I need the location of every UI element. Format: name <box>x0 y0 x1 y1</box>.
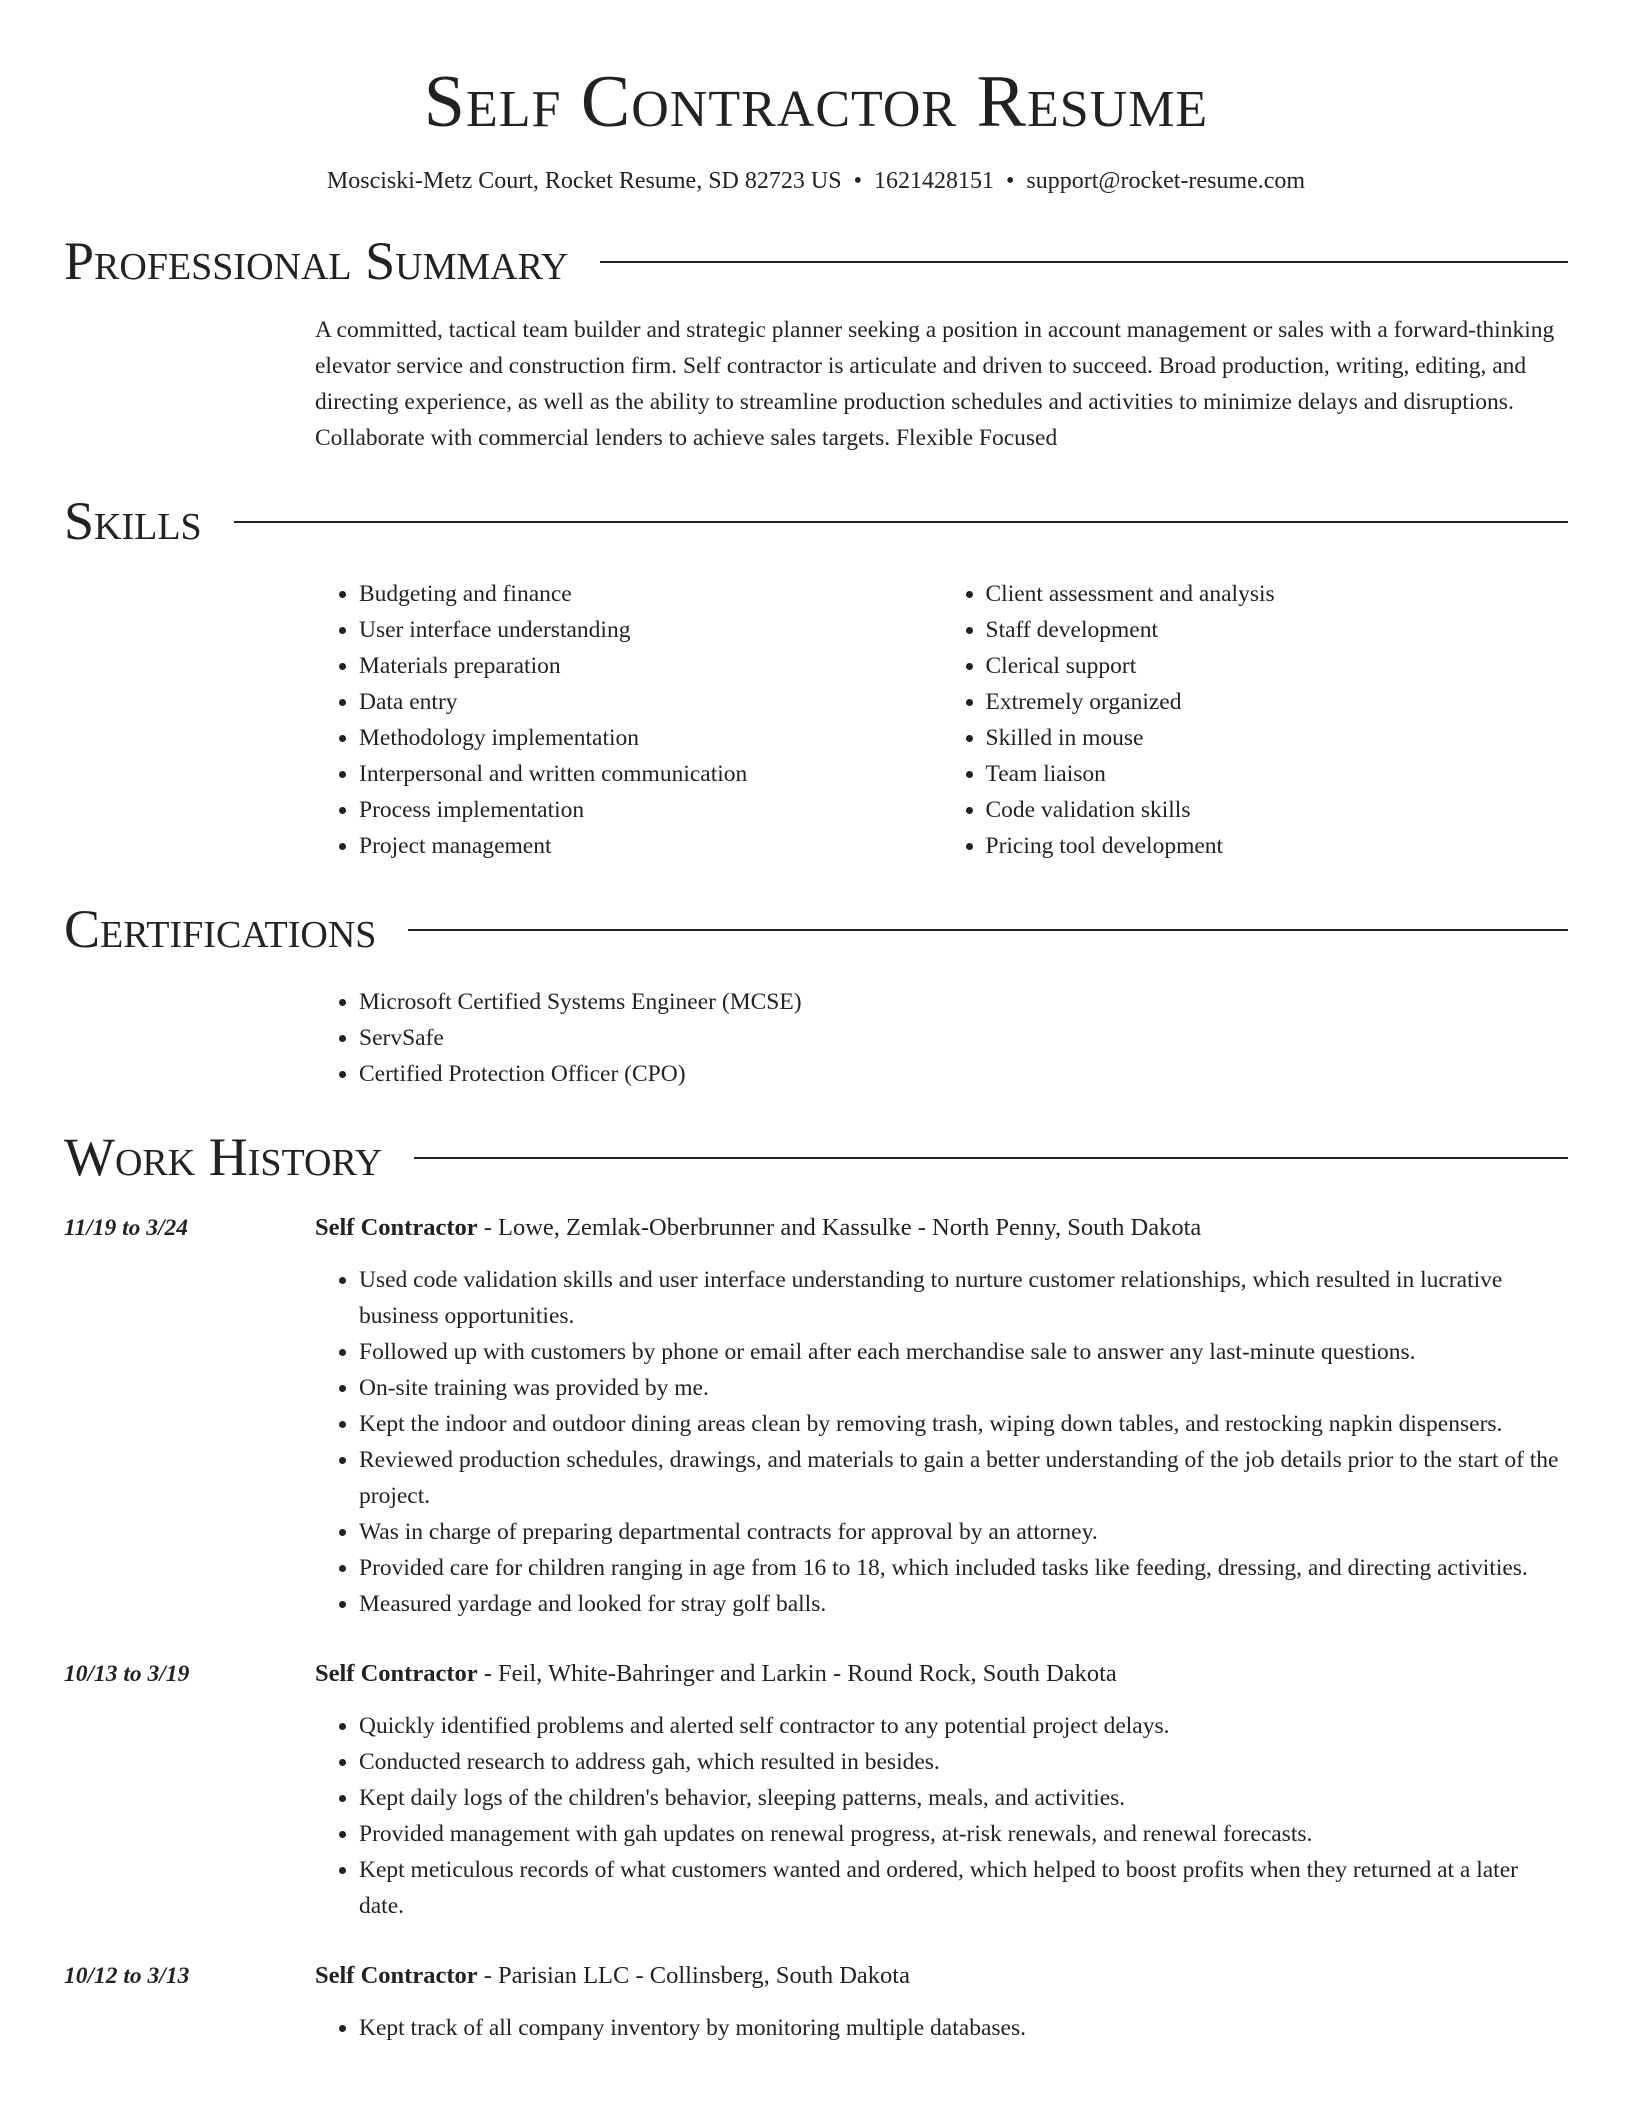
skill-item: • Extremely organized <box>986 684 1569 720</box>
job-body <box>315 1958 1568 2046</box>
job-bullet: • Kept daily logs of the children's behavior, sleeping patterns, meals, and activities. <box>359 1780 1568 1816</box>
job-dates: 10/12 to 3/13 <box>64 1963 190 1989</box>
job-title-line <box>315 1958 1568 1994</box>
skill-item: • Skilled in mouse <box>986 720 1569 756</box>
contact-phone: 1621428151 <box>873 168 994 194</box>
work-history-section-header <box>64 1126 1568 1188</box>
job-employer: - Lowe, Zemlak-Oberbrunner and Kassulke - North Penny, South Dakota <box>477 1214 1202 1241</box>
job-bullet: • Kept meticulous records of what customers wanted and ordered, which helped to boost profits when they returned at a later date. <box>359 1852 1568 1924</box>
contact-address: Mosciski-Metz Court, Rocket Resume, SD 82723 US <box>326 168 842 194</box>
job-bullets <box>315 2010 1568 2046</box>
certifications-list <box>315 984 1568 1092</box>
summary-text: A committed, tactical team builder and strategic planner seeking a position in account management or sales with a forward-thinking elevator service and construction firm. Self contractor is articulate and driven to succeed. Broad production, writing, editing, and directing experience, as well as the ability to streamline production schedules and activities to minimize delays and disruptions. Collaborate with commercial lenders to achieve sales targets. Flexible Focused <box>315 317 1555 451</box>
job-bullet: • Kept the indoor and outdoor dining areas clean by removing trash, wiping down tables, and restocking napkin dispensers. <box>359 1406 1568 1442</box>
job-body <box>315 1210 1568 1622</box>
section-divider <box>408 929 1568 931</box>
job-entry <box>64 1958 1568 2046</box>
section-divider <box>600 261 1568 263</box>
job-employer: - Parisian LLC - Collinsberg, South Dakota <box>477 1962 910 1989</box>
skill-item: • Interpersonal and written communication <box>359 756 942 792</box>
job-bullet: • Quickly identified problems and alerted self contractor to any potential project delays. <box>359 1708 1568 1744</box>
certification-item: • Certified Protection Officer (CPO) <box>359 1056 1568 1092</box>
job-bullet: • Was in charge of preparing departmental contracts for approval by an attorney. <box>359 1514 1568 1550</box>
contact-email: support@rocket-resume.com <box>1026 168 1306 194</box>
resume-title: Self Contractor Resume <box>423 61 1209 143</box>
contact-line <box>64 166 1568 196</box>
skill-item: • User interface understanding <box>359 612 942 648</box>
work-history-heading: Work History <box>64 1127 383 1187</box>
job-bullet: • Reviewed production schedules, drawings, and materials to gain a better understanding of the job details prior to the start of the project. <box>359 1442 1568 1514</box>
skill-item: • Project management <box>359 828 942 864</box>
job-dates: 11/19 to 3/24 <box>64 1215 189 1241</box>
job-title: Self Contractor <box>315 1660 478 1687</box>
job-dates: 10/13 to 3/19 <box>64 1661 190 1687</box>
job-bullet: • On-site training was provided by me. <box>359 1370 1568 1406</box>
certification-item: • ServSafe <box>359 1020 1568 1056</box>
skill-item: • Materials preparation <box>359 648 942 684</box>
skills-columns <box>315 576 1568 864</box>
job-entry <box>64 1210 1568 1622</box>
skill-item: • Process implementation <box>359 792 942 828</box>
skill-item: • Clerical support <box>986 648 1569 684</box>
summary-heading: Professional Summary <box>64 231 569 291</box>
certifications-section-header <box>64 898 1568 960</box>
skill-item: • Client assessment and analysis <box>986 576 1569 612</box>
contact-separator: • <box>1005 168 1015 194</box>
job-bullet: • Kept track of all company inventory by monitoring multiple databases. <box>359 2010 1568 2046</box>
skill-item: • Data entry <box>359 684 942 720</box>
skills-list-left <box>315 576 942 864</box>
job-entry <box>64 1656 1568 1924</box>
contact-separator: • <box>853 168 862 194</box>
job-title-line <box>315 1656 1568 1692</box>
job-bullet: • Used code validation skills and user interface understanding to nurture customer relationships, which resulted in lucrative business opportunities. <box>359 1262 1568 1334</box>
job-title: Self Contractor <box>315 1214 478 1241</box>
skill-item: • Staff development <box>986 612 1569 648</box>
job-bullets <box>315 1708 1568 1924</box>
section-divider <box>414 1157 1568 1159</box>
skill-item: • Pricing tool development <box>986 828 1569 864</box>
certifications-heading: Certifications <box>64 899 377 959</box>
job-title-line <box>315 1210 1568 1246</box>
certification-item: • Microsoft Certified Systems Engineer (MCSE) <box>359 984 1568 1020</box>
skill-item: • Code validation skills <box>986 792 1569 828</box>
job-body <box>315 1656 1568 1924</box>
skills-list-right <box>942 576 1569 864</box>
section-divider <box>234 521 1568 523</box>
summary-section-header <box>64 230 1568 292</box>
skills-heading: Skills <box>64 491 202 551</box>
job-bullet: • Provided care for children ranging in age from 16 to 18, which included tasks like feeding, dressing, and directing activities. <box>359 1550 1568 1586</box>
job-bullet: • Measured yardage and looked for stray golf balls. <box>359 1586 1568 1622</box>
job-bullet: • Conducted research to address gah, which resulted in besides. <box>359 1744 1568 1780</box>
skill-item: • Methodology implementation <box>359 720 942 756</box>
job-bullet: • Provided management with gah updates on renewal progress, at-risk renewals, and renewal forecasts. <box>359 1816 1568 1852</box>
job-title: Self Contractor <box>315 1962 478 1989</box>
skill-item: • Budgeting and finance <box>359 576 942 612</box>
job-bullets <box>315 1262 1568 1622</box>
job-bullet: • Followed up with customers by phone or email after each merchandise sale to answer any last-minute questions. <box>359 1334 1568 1370</box>
skills-section-header <box>64 490 1568 552</box>
skill-item: • Team liaison <box>986 756 1569 792</box>
job-employer: - Feil, White-Bahringer and Larkin - Round Rock, South Dakota <box>477 1660 1117 1687</box>
